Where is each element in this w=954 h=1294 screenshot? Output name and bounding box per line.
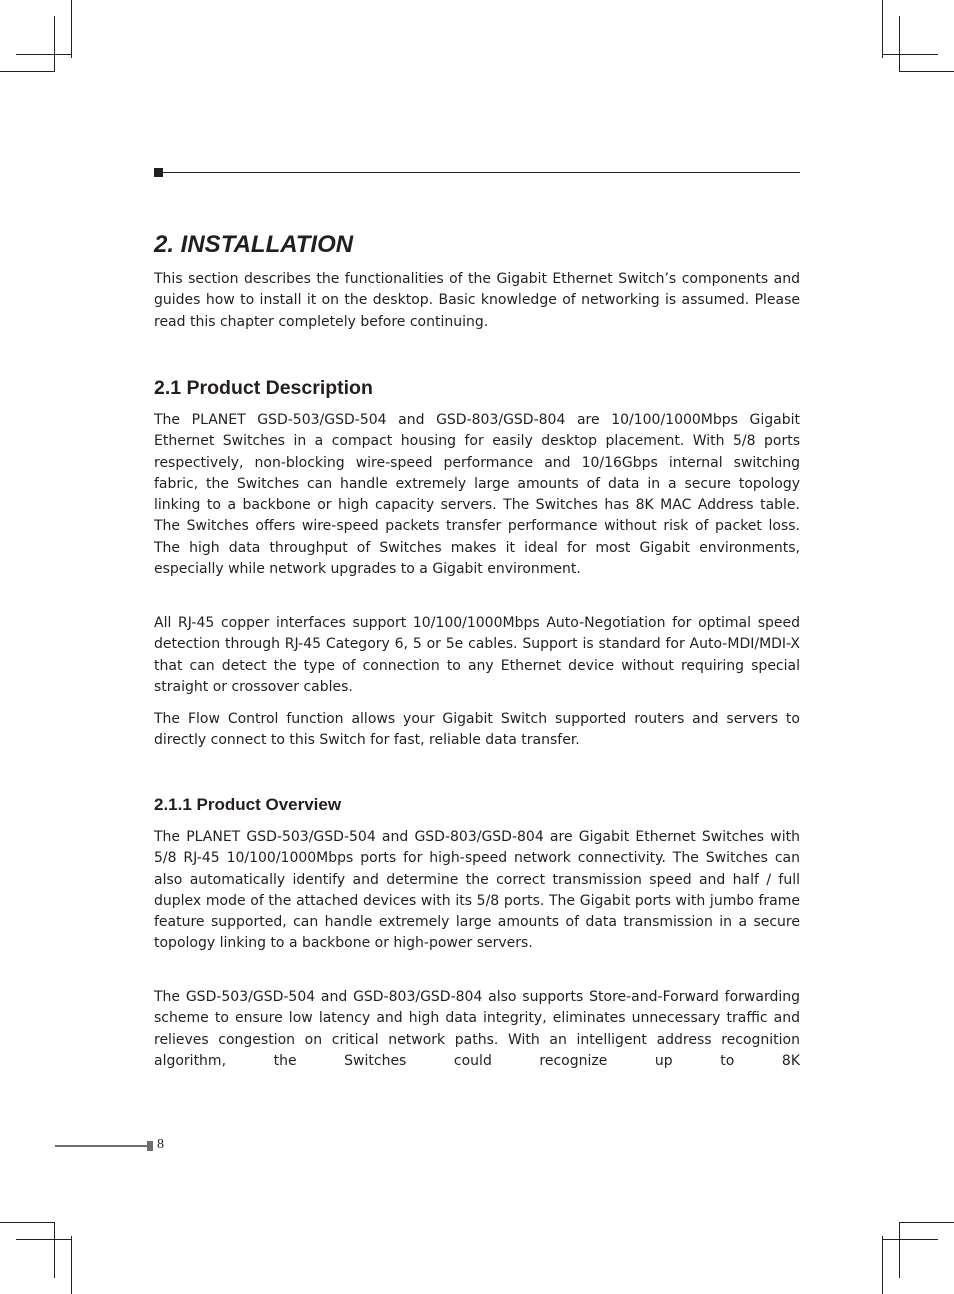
- crop-mark-bottom-left-horizontal: [0, 1222, 54, 1223]
- product-description-paragraph-2: All RJ-45 copper interfaces support 10/100/1000Mbps Auto-Negotiation for optimal speed detection through RJ-45 Category 6, 5 or 5e cables. Support is standard for Auto-MDI/MDI-X that can detect the type of connection to any Ethernet device without requiring special straight or crossover cables.: [154, 615, 800, 695]
- crop-mark-bottom-right-horizontal: [900, 1222, 954, 1223]
- crop-mark-bottom-left-inner-horizontal: [16, 1239, 72, 1240]
- chapter-title: 2. INSTALLATION: [154, 231, 354, 258]
- crop-mark-top-left-vertical: [71, 0, 72, 58]
- crop-mark-bottom-right-inner-horizontal: [882, 1239, 938, 1240]
- crop-mark-top-right-horizontal: [900, 71, 954, 72]
- subsection-heading-product-overview: 2.1.1 Product Overview: [154, 795, 342, 814]
- crop-mark-top-right-inner-vertical: [899, 16, 900, 72]
- footer-bar: [55, 1145, 147, 1147]
- product-overview-paragraph-1: The PLANET GSD-503/GSD-504 and GSD-803/GSD-804 are Gigabit Ethernet Switches with 5/8 RJ-45 10/100/1000Mbps ports for high-speed network connectivity. The Switches can also automatically identify and determine the correct transmission speed and half / full duplex mode of the attached devices with its 5/8 ports. The Gigabit ports with jumbo frame feature supported, can handle extremely large amounts of data transmission in a secure topology linking to a backbone or high-power servers.: [154, 829, 800, 952]
- crop-mark-top-right-inner-horizontal: [882, 54, 938, 55]
- crop-mark-bottom-left-vertical: [71, 1236, 72, 1294]
- section-heading-product-description: 2.1 Product Description: [154, 377, 373, 399]
- crop-mark-top-left-horizontal: [0, 71, 54, 72]
- crop-mark-bottom-right-vertical: [882, 1236, 883, 1294]
- crop-mark-top-right-vertical: [882, 0, 883, 58]
- crop-mark-bottom-left-inner-vertical: [54, 1222, 55, 1278]
- product-overview-paragraph-2: The GSD-503/GSD-504 and GSD-803/GSD-804 also supports Store-and-Forward forwarding scheme to ensure low latency and high data integrity, eliminates unnecessary traffic and relieves congestion on critical network paths. With an intelligent address recognition algorithm, the Switches could recognize up to 8K: [154, 989, 800, 1069]
- product-description-paragraph-3: The Flow Control function allows your Gigabit Switch supported routers and servers to directly connect to this Switch for fast, reliable data transfer.: [154, 711, 800, 749]
- header-rule-square: [154, 168, 163, 177]
- page-number: 8: [157, 1137, 164, 1152]
- crop-mark-top-left-inner-vertical: [54, 16, 55, 72]
- header-rule-line: [163, 172, 800, 173]
- product-description-paragraph-1: The PLANET GSD-503/GSD-504 and GSD-803/GSD-804 are 10/100/1000Mbps Gigabit Ethernet Switches in a compact housing for easily desktop placement. With 5/8 ports respectively, non-blocking wire-speed performance and 10/16Gbps internal switching fabric, the Switches can handle extremely large amounts of data in a secure topology linking to a backbone or high capacity servers. The Switches has 8K MAC Address table. The Switches offers wire-speed packets transfer performance without risk of packet loss. The high data throughput of Switches makes it ideal for most Gigabit environments, especially while network upgrades to a Gigabit environment.: [154, 412, 800, 578]
- crop-mark-top-left-inner-horizontal: [16, 54, 72, 55]
- footer-square: [147, 1141, 153, 1151]
- crop-mark-bottom-right-inner-vertical: [899, 1222, 900, 1278]
- chapter-intro: This section describes the functionalities of the Gigabit Ethernet Switch’s components and guides how to install it on the desktop. Basic knowledge of networking is assumed. Please read this chapter completely before continuing.: [154, 271, 800, 330]
